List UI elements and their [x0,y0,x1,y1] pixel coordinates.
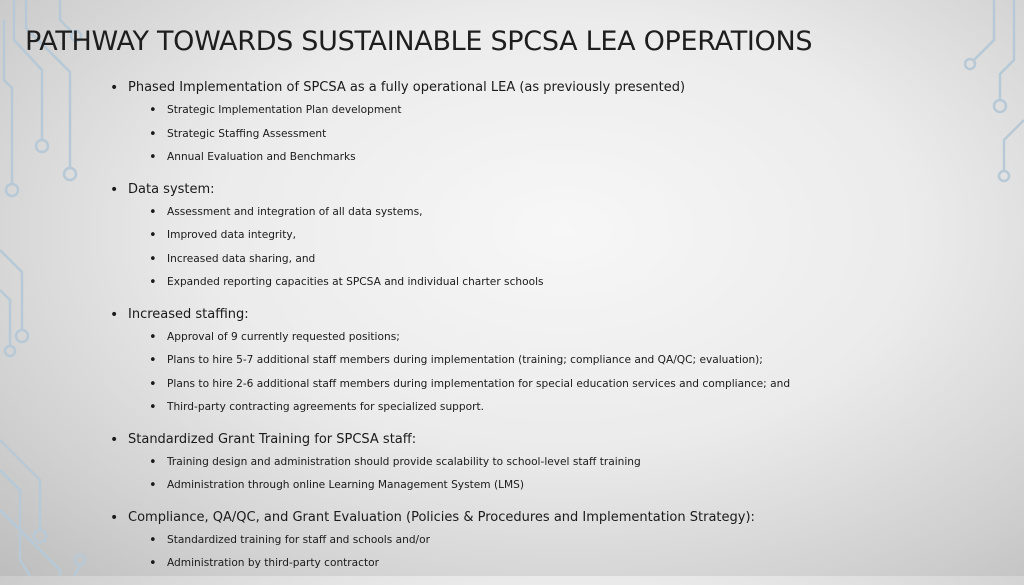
list-item: • Annual Evaluation and Benchmarks [149,146,790,170]
section-compliance [110,507,790,576]
section-heading: • Standardized Grant Training for SPCSA staff: [110,429,790,451]
list-item: • Administration by third-party contractor [149,552,790,576]
list-item: • Administration through online Learning Management System (LMS) [149,474,790,498]
section-heading: • Phased Implementation of SPCSA as a fully operational LEA (as previously presented) [110,77,790,99]
page-title: PATHWAY TOWARDS SUSTAINABLE SPCSA LEA OPERATIONS [25,26,813,57]
section-increased-staffing [110,304,790,420]
section-phased-implementation [110,77,790,170]
circuit-decoration-right [964,0,1024,576]
section-heading: • Data system: [110,179,790,201]
bullet-list [110,77,790,585]
circuit-decoration-left [0,0,110,576]
section-grant-training [110,429,790,498]
list-item: • Approval of 9 currently requested positions; [149,326,790,350]
sub-list [149,99,790,170]
sub-list [149,201,790,295]
list-item: • Expanded reporting capacities at SPCSA and individual charter schools [149,271,790,295]
sub-list [149,451,790,498]
list-item: • Improved data integrity, [149,224,790,248]
section-heading: • Compliance, QA/QC, and Grant Evaluation (Policies & Procedures and Implementation Strategy): [110,507,790,529]
list-item: • Strategic Staffing Assessment [149,123,790,147]
list-item: • Third-party contracting agreements for specialized support. [149,396,790,420]
list-item: • Plans to hire 5-7 additional staff members during implementation (training; compliance and QA/QC; evaluation); [149,349,790,373]
list-item: • Plans to hire 2-6 additional staff members during implementation for special education services and compliance; and [149,373,790,397]
list-item: • Increased data sharing, and [149,248,790,272]
list-item: • Standardized training for staff and schools and/or [149,529,790,553]
list-item: • Assessment and integration of all data systems, [149,201,790,225]
list-item: • Strategic Implementation Plan development [149,99,790,123]
list-item: • Training design and administration should provide scalability to school-level staff training [149,451,790,475]
sub-list [149,529,790,576]
section-data-system [110,179,790,295]
section-heading: • Increased staffing: [110,304,790,326]
sub-list [149,326,790,420]
